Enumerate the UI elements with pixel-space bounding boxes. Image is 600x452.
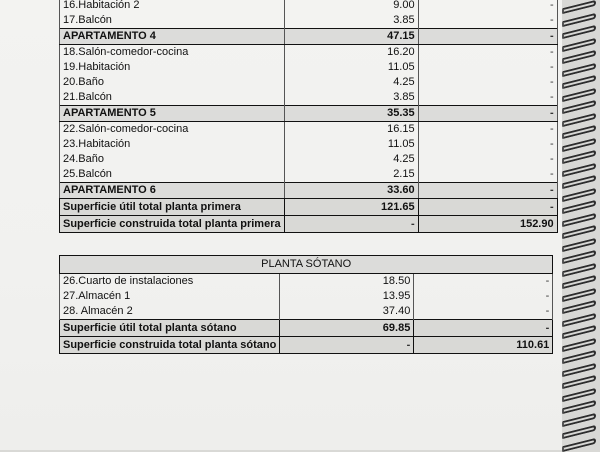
- row-label: APARTAMENTO 4: [60, 29, 285, 45]
- row-label: APARTAMENTO 6: [60, 183, 285, 199]
- binding-ring: [562, 150, 596, 164]
- apartment-subtotal-row: [60, 183, 558, 199]
- row-extra: 152.90: [418, 216, 557, 233]
- binding-ring: [562, 350, 596, 364]
- table-row: [60, 13, 558, 29]
- row-label: Superficie construida total planta primera: [60, 216, 285, 233]
- total-row: [60, 216, 558, 233]
- row-label: 20.Baño: [60, 75, 285, 90]
- row-extra: -: [418, 45, 557, 61]
- binding-ring: [562, 237, 596, 251]
- row-label: APARTAMENTO 5: [60, 106, 285, 122]
- row-label: 19.Habitación: [60, 60, 285, 75]
- row-extra: -: [418, 13, 557, 29]
- row-label: 25.Balcón: [60, 167, 285, 183]
- row-extra: -: [418, 152, 557, 167]
- row-extra: -: [418, 60, 557, 75]
- row-label: 24.Baño: [60, 152, 285, 167]
- binding-ring: [562, 262, 596, 276]
- binding-ring: [562, 125, 596, 139]
- binding-ring: [562, 162, 596, 176]
- row-area: 13.95: [280, 289, 414, 304]
- binding-ring: [562, 375, 596, 389]
- surface-table-first-floor: [59, 0, 558, 233]
- row-extra: -: [418, 0, 557, 13]
- row-extra: -: [418, 199, 557, 216]
- binding-ring: [562, 250, 596, 264]
- row-extra: -: [414, 320, 553, 337]
- binding-ring: [562, 0, 596, 14]
- apartment-subtotal-row: [60, 29, 558, 45]
- binding-ring: [562, 62, 596, 76]
- table-row: [60, 152, 558, 167]
- surface-table-basement: [59, 255, 553, 354]
- row-extra: 110.61: [414, 337, 553, 354]
- spiral-binding: [562, 0, 600, 450]
- binding-ring: [562, 300, 596, 314]
- row-label: Superficie construida total planta sótano: [60, 337, 280, 354]
- row-area: 9.00: [284, 0, 418, 13]
- binding-ring: [562, 225, 596, 239]
- row-extra: -: [414, 289, 553, 304]
- total-row: [60, 199, 558, 216]
- row-area: -: [280, 337, 414, 354]
- row-area: 18.50: [280, 274, 414, 290]
- binding-ring: [562, 100, 596, 114]
- row-label: 16.Habitación 2: [60, 0, 285, 13]
- section-header: PLANTA SÓTANO: [60, 256, 553, 274]
- binding-ring: [562, 425, 596, 439]
- binding-ring: [562, 337, 596, 351]
- row-extra: -: [418, 183, 557, 199]
- row-label: 21.Balcón: [60, 90, 285, 106]
- row-extra: -: [418, 75, 557, 90]
- row-label: 18.Salón-comedor-cocina: [60, 45, 285, 61]
- row-area: 4.25: [284, 152, 418, 167]
- row-area: 2.15: [284, 167, 418, 183]
- apartment-subtotal-row: [60, 106, 558, 122]
- row-area: 3.85: [284, 13, 418, 29]
- row-extra: -: [418, 137, 557, 152]
- binding-ring: [562, 387, 596, 401]
- row-extra: -: [418, 90, 557, 106]
- row-area: 4.25: [284, 75, 418, 90]
- binding-ring: [562, 12, 596, 26]
- row-label: 17.Balcón: [60, 13, 285, 29]
- binding-ring: [562, 362, 596, 376]
- row-label: Superficie útil total planta sótano: [60, 320, 280, 337]
- row-extra: -: [418, 167, 557, 183]
- row-area: 16.15: [284, 122, 418, 138]
- row-area: 37.40: [280, 304, 414, 320]
- binding-ring: [562, 275, 596, 289]
- row-area: 35.35: [284, 106, 418, 122]
- table-row: [60, 60, 558, 75]
- binding-ring: [562, 325, 596, 339]
- table-row: [60, 90, 558, 106]
- binding-ring: [562, 200, 596, 214]
- binding-ring: [562, 312, 596, 326]
- total-row: [60, 320, 553, 337]
- table-row: [60, 45, 558, 61]
- table-row: [60, 289, 553, 304]
- binding-ring: [562, 87, 596, 101]
- row-extra: -: [414, 304, 553, 320]
- table-row: [60, 304, 553, 320]
- row-extra: -: [418, 29, 557, 45]
- binding-ring: [562, 25, 596, 39]
- table-row: [60, 167, 558, 183]
- binding-ring: [562, 112, 596, 126]
- binding-ring: [562, 75, 596, 89]
- row-label: 23.Habitación: [60, 137, 285, 152]
- row-area: -: [284, 216, 418, 233]
- row-extra: -: [418, 122, 557, 138]
- binding-ring: [562, 212, 596, 226]
- binding-ring: [562, 50, 596, 64]
- table-row: [60, 0, 558, 13]
- binding-ring: [562, 400, 596, 414]
- binding-ring: [562, 37, 596, 51]
- row-label: 26.Cuarto de instalaciones: [60, 274, 280, 290]
- binding-ring: [562, 187, 596, 201]
- row-area: 121.65: [284, 199, 418, 216]
- row-area: 3.85: [284, 90, 418, 106]
- row-area: 47.15: [284, 29, 418, 45]
- row-area: 11.05: [284, 60, 418, 75]
- binding-ring: [562, 412, 596, 426]
- row-area: 16.20: [284, 45, 418, 61]
- binding-ring: [562, 175, 596, 189]
- table-row: [60, 122, 558, 138]
- table-row: [60, 75, 558, 90]
- row-label: 22.Salón-comedor-cocina: [60, 122, 285, 138]
- row-extra: -: [414, 274, 553, 290]
- table-row: [60, 137, 558, 152]
- row-area: 69.85: [280, 320, 414, 337]
- total-row: [60, 337, 553, 354]
- binding-ring: [562, 287, 596, 301]
- row-label: Superficie útil total planta primera: [60, 199, 285, 216]
- row-area: 33.60: [284, 183, 418, 199]
- table-row: [60, 274, 553, 290]
- row-label: 28. Almacén 2: [60, 304, 280, 320]
- row-extra: -: [418, 106, 557, 122]
- row-label: 27.Almacén 1: [60, 289, 280, 304]
- binding-ring: [562, 137, 596, 151]
- row-area: 11.05: [284, 137, 418, 152]
